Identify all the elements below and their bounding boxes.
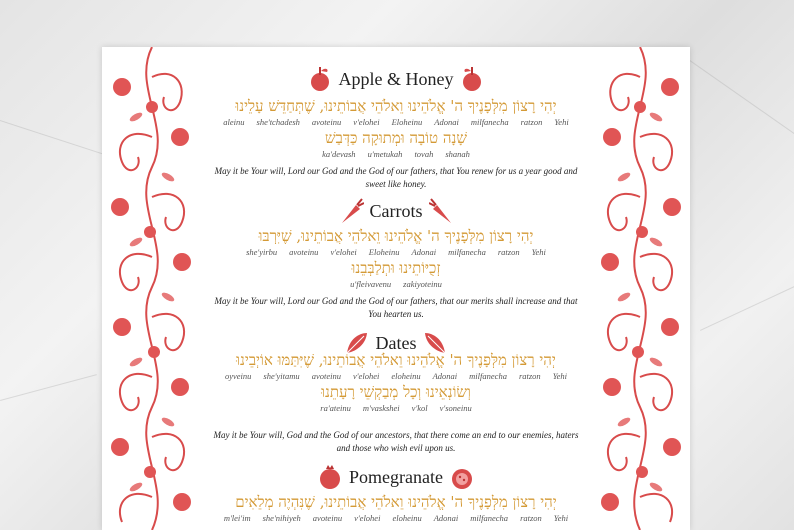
blessing-card xyxy=(102,47,690,530)
translit-word: she'nihiyeh xyxy=(262,513,301,523)
translit-word: ra'ateinu xyxy=(320,403,351,413)
translit-word: Yehi xyxy=(553,513,569,523)
marble-vein xyxy=(700,279,794,331)
hebrew-line: זְכֻיּוֹתֵינוּ וּתְלַבְּבֵנוּ xyxy=(351,259,441,277)
translit-word: eloheinu xyxy=(391,371,421,381)
translit-word: v'elohei xyxy=(353,117,380,127)
translit-word: eloheinu xyxy=(392,513,422,523)
translit-word: avoteinu xyxy=(312,513,343,523)
translit-word: she'yirbu xyxy=(246,247,278,257)
translit-word: ratzon xyxy=(520,117,543,127)
translit-word: ratzon xyxy=(520,513,542,523)
transliteration-line xyxy=(200,247,592,257)
translit-word: avoteinu xyxy=(289,247,319,257)
english-translation: May it be Your will, Lord our God and the God of our fathers, that You renew for us a year good and sweet like honey. xyxy=(214,166,578,189)
hebrew-line: יְהִי רָצוֹן מִלְּפָנֶיךָ ה' אֱלֹהֵינוּ וֵאלֹהֵי אֲבוֹתֵינוּ, שֶׁנִּהְיֶה מְלֵאִים xyxy=(235,493,557,511)
translit-word: ratzon xyxy=(518,371,541,381)
translit-word: Adonai xyxy=(433,513,459,523)
translit-word: aleinu xyxy=(223,117,245,127)
section-heading-pomegranate xyxy=(200,463,592,491)
section-heading-apple-honey xyxy=(200,65,592,93)
carrot-icon xyxy=(429,197,455,225)
section-heading-carrots xyxy=(200,197,592,225)
translit-word: she'tchadesh xyxy=(256,117,300,127)
section-title: Carrots xyxy=(369,200,423,221)
transliteration-line xyxy=(200,513,592,523)
translit-word: Adonai xyxy=(432,371,458,381)
translit-word: oyveinu xyxy=(224,371,252,381)
translit-word: shanah xyxy=(445,149,470,159)
translit-word: u'metukah xyxy=(367,149,403,159)
pomegranate-vine-border-left xyxy=(102,47,200,530)
translit-word: milfanecha xyxy=(448,247,486,257)
translit-word: Eloheinu xyxy=(368,247,400,257)
translit-word: milfanecha xyxy=(470,513,509,523)
transliteration-line xyxy=(200,279,592,289)
hebrew-line: וְשׂוֹנְאֵינוּ וְכָל מְבַקְשֵׁי רָעָתֵנוּ xyxy=(321,383,471,401)
english-translation: May it be Your will, God and the God of our ancestors, that there come an end to our enemies, haters and those who wish evil upon us. xyxy=(213,430,579,453)
translit-word: v'elohei xyxy=(352,371,380,381)
translit-word: v'elohei xyxy=(354,513,381,523)
transliteration-line xyxy=(200,371,592,381)
translit-word: tovah xyxy=(414,149,434,159)
translit-word: Eloheinu xyxy=(391,117,423,127)
apple-honey-icon xyxy=(307,65,333,93)
section-title: Pomegranate xyxy=(349,466,443,487)
translit-word: Adonai xyxy=(411,247,437,257)
translit-word: she'yitamu xyxy=(263,371,300,381)
hebrew-line: יְהִי רָצוֹן מִלְּפָנֶיךָ ה' אֱלֹהֵינוּ וֵאלֹהֵי אֲבוֹתֵינוּ, שֶׁיִּתַּמּוּ אוֹיְבֵינוּ xyxy=(236,351,556,369)
translit-word: milfanecha xyxy=(470,117,509,127)
blessings-content xyxy=(200,47,592,530)
translit-word: zakiyoteinu xyxy=(403,279,442,289)
translit-word: avoteinu xyxy=(311,371,341,381)
transliteration-line xyxy=(200,117,592,127)
transliteration-line xyxy=(200,149,592,159)
translit-word: milfanecha xyxy=(469,371,507,381)
pomegranate-vine-border-right xyxy=(592,47,690,530)
translit-word: Yehi xyxy=(531,247,546,257)
english-translation: May it be Your will, Lord our God and the God of our fathers, that our merits shall increase and that You hearten us. xyxy=(214,296,578,319)
translit-word: v'soneinu xyxy=(439,403,472,413)
hebrew-line: יְהִי רָצוֹן מִלְּפָנֶיךָ ה' אֱלֹהֵינוּ וֵאלֹהֵי אֲבוֹתֵינוּ, שֶׁיִּרְבּוּ xyxy=(258,227,534,245)
translit-word: ka'devash xyxy=(322,149,356,159)
pomegranate-icon xyxy=(449,463,475,491)
section-title: Dates xyxy=(375,332,417,353)
translit-word: avoteinu xyxy=(311,117,342,127)
translit-word: m'lei'im xyxy=(223,513,251,523)
marble-vein xyxy=(689,60,794,141)
translit-word: u'fleivavenu xyxy=(350,279,392,289)
translit-word: v'kol xyxy=(411,403,428,413)
carrot-icon xyxy=(338,197,364,225)
hebrew-line: שָׁנָה טוֹבָה וּמְתוּקָה כַּדְּבַשׁ xyxy=(325,129,467,147)
transliteration-line xyxy=(200,403,592,413)
translit-word: Yehi xyxy=(552,371,568,381)
translit-word: Yehi xyxy=(554,117,569,127)
hebrew-line: יְהִי רָצוֹן מִלְּפָנֶיךָ ה' אֱלֹהֵינוּ וֵאלֹהֵי אֲבוֹתֵינוּ, שֶׁתְּחַדֵּשׁ עָלֵינוּ xyxy=(235,97,557,115)
translit-word: m'vaskshei xyxy=(362,403,400,413)
section-title: Apple & Honey xyxy=(338,68,454,89)
apple-honey-icon xyxy=(459,65,485,93)
marble-vein xyxy=(0,374,97,401)
translit-word: v'elohei xyxy=(330,247,357,257)
pomegranate-icon xyxy=(317,463,343,491)
translit-word: Adonai xyxy=(434,117,459,127)
translit-word: ratzon xyxy=(497,247,520,257)
